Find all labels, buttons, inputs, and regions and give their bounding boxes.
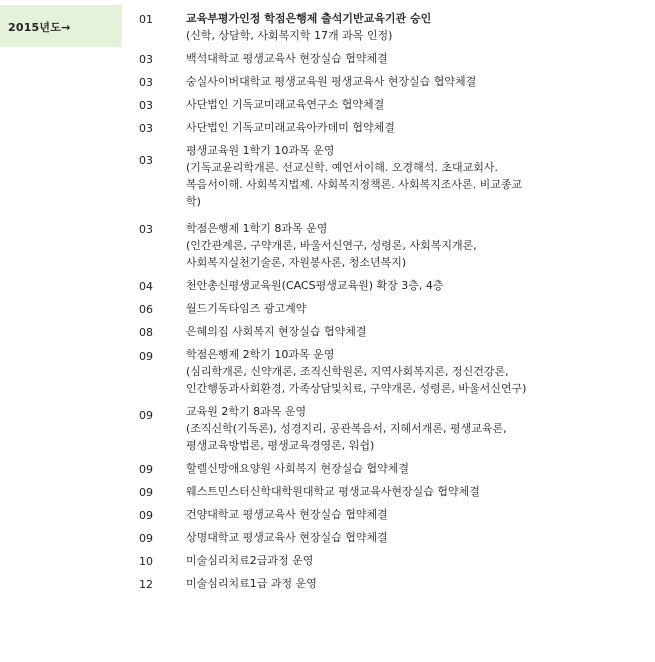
entry-month: 01 [139,13,153,26]
entry-month: 09 [139,486,153,499]
entry-month: 06 [139,303,153,316]
entry-line: 복음서이해. 사회복지법제. 사회복지정책론. 사회복지조사론. 비교종교 [186,178,523,191]
entry-line: 백석대학교 평생교육사 현장실습 협약체결 [186,52,388,65]
entry-month: 12 [139,578,153,591]
entry-line: (인간관계론, 구약개론, 바울서신연구, 성령론, 사회복지개론, [186,239,477,252]
entry-line: 은혜의집 사회복지 현장실습 협약체결 [186,325,367,338]
entry-line: 월드기독타임즈 광고계약 [186,302,307,315]
entry-line: 인간행동과사회환경, 가족상담및치료, 구약개론, 성령론, 바울서신연구) [186,382,527,395]
entry-line: 웨스트민스터신학대학원대학교 평생교육사현장실습 협약체결 [186,485,480,498]
entry-month: 09 [139,350,153,363]
entry-month: 09 [139,409,153,422]
entry-line: 사단법인 기독교미래교육아카데미 협약체결 [186,121,395,134]
entry-month: 10 [139,555,153,568]
entry-line: (기독교윤리학개론. 선교신학. 예언서이해. 오경해석. 초대교회사. [186,161,499,174]
entry-line: 교육부평가인정 학점은행제 출석기반교육기관 승인 [186,12,432,25]
entry-line: (조직신학(기독론), 성경지리, 공관복음서, 지혜서개론, 평생교육론, [186,422,507,435]
entry-line: 숭실사이버대학교 평생교육원 평생교육사 현장실습 협약체결 [186,75,477,88]
entry-line: 학) [186,195,201,208]
entry-line: 교육원 2학기 8과목 운영 [186,405,307,418]
entry-line: 할렐신망애요양원 사회복지 현장실습 협약체결 [186,462,410,475]
entry-line: 천안총신평생교육원(CACS평생교육원) 확장 3층, 4층 [186,279,444,292]
entry-line: 학점은행제 2학기 10과목 운영 [186,348,335,361]
entry-line: 평생교육원 1학기 10과목 운영 [186,144,335,157]
entry-month: 03 [139,53,153,66]
entry-line: (신학, 상담학, 사회복지학 17개 과목 인정) [186,29,393,42]
entry-line: 평생교육방법론, 평생교육경영론, 워쉽) [186,439,375,452]
entry-month: 04 [139,280,153,293]
entry-line: 사단법인 기독교미래교육연구소 협약체결 [186,98,385,111]
entry-line: (심리학개론, 신약개론, 조직신학원론, 지역사회복지론, 정신건강론, [186,365,509,378]
entry-month: 08 [139,326,153,339]
entry-month: 09 [139,532,153,545]
entry-line: 미술심리치료1급 과정 운영 [186,577,317,590]
entry-line: 미술심리치료2급과정 운영 [186,554,314,567]
entry-month: 03 [139,122,153,135]
entry-line: 건양대학교 평생교육사 현장실습 협약체결 [186,508,388,521]
entry-month: 03 [139,99,153,112]
year-header [0,5,122,47]
year-label: 2015년도→ [8,21,71,34]
entry-month: 09 [139,509,153,522]
entry-line: 상명대학교 평생교육사 현장실습 협약체결 [186,531,388,544]
entry-line: 사회복지실천기술론, 자원봉사론, 청소년복지) [186,256,407,269]
entry-month: 03 [139,154,153,167]
entry-month: 03 [139,223,153,236]
entry-line: 학점은행제 1학기 8과목 운영 [186,222,328,235]
entry-month: 09 [139,463,153,476]
entry-month: 03 [139,76,153,89]
